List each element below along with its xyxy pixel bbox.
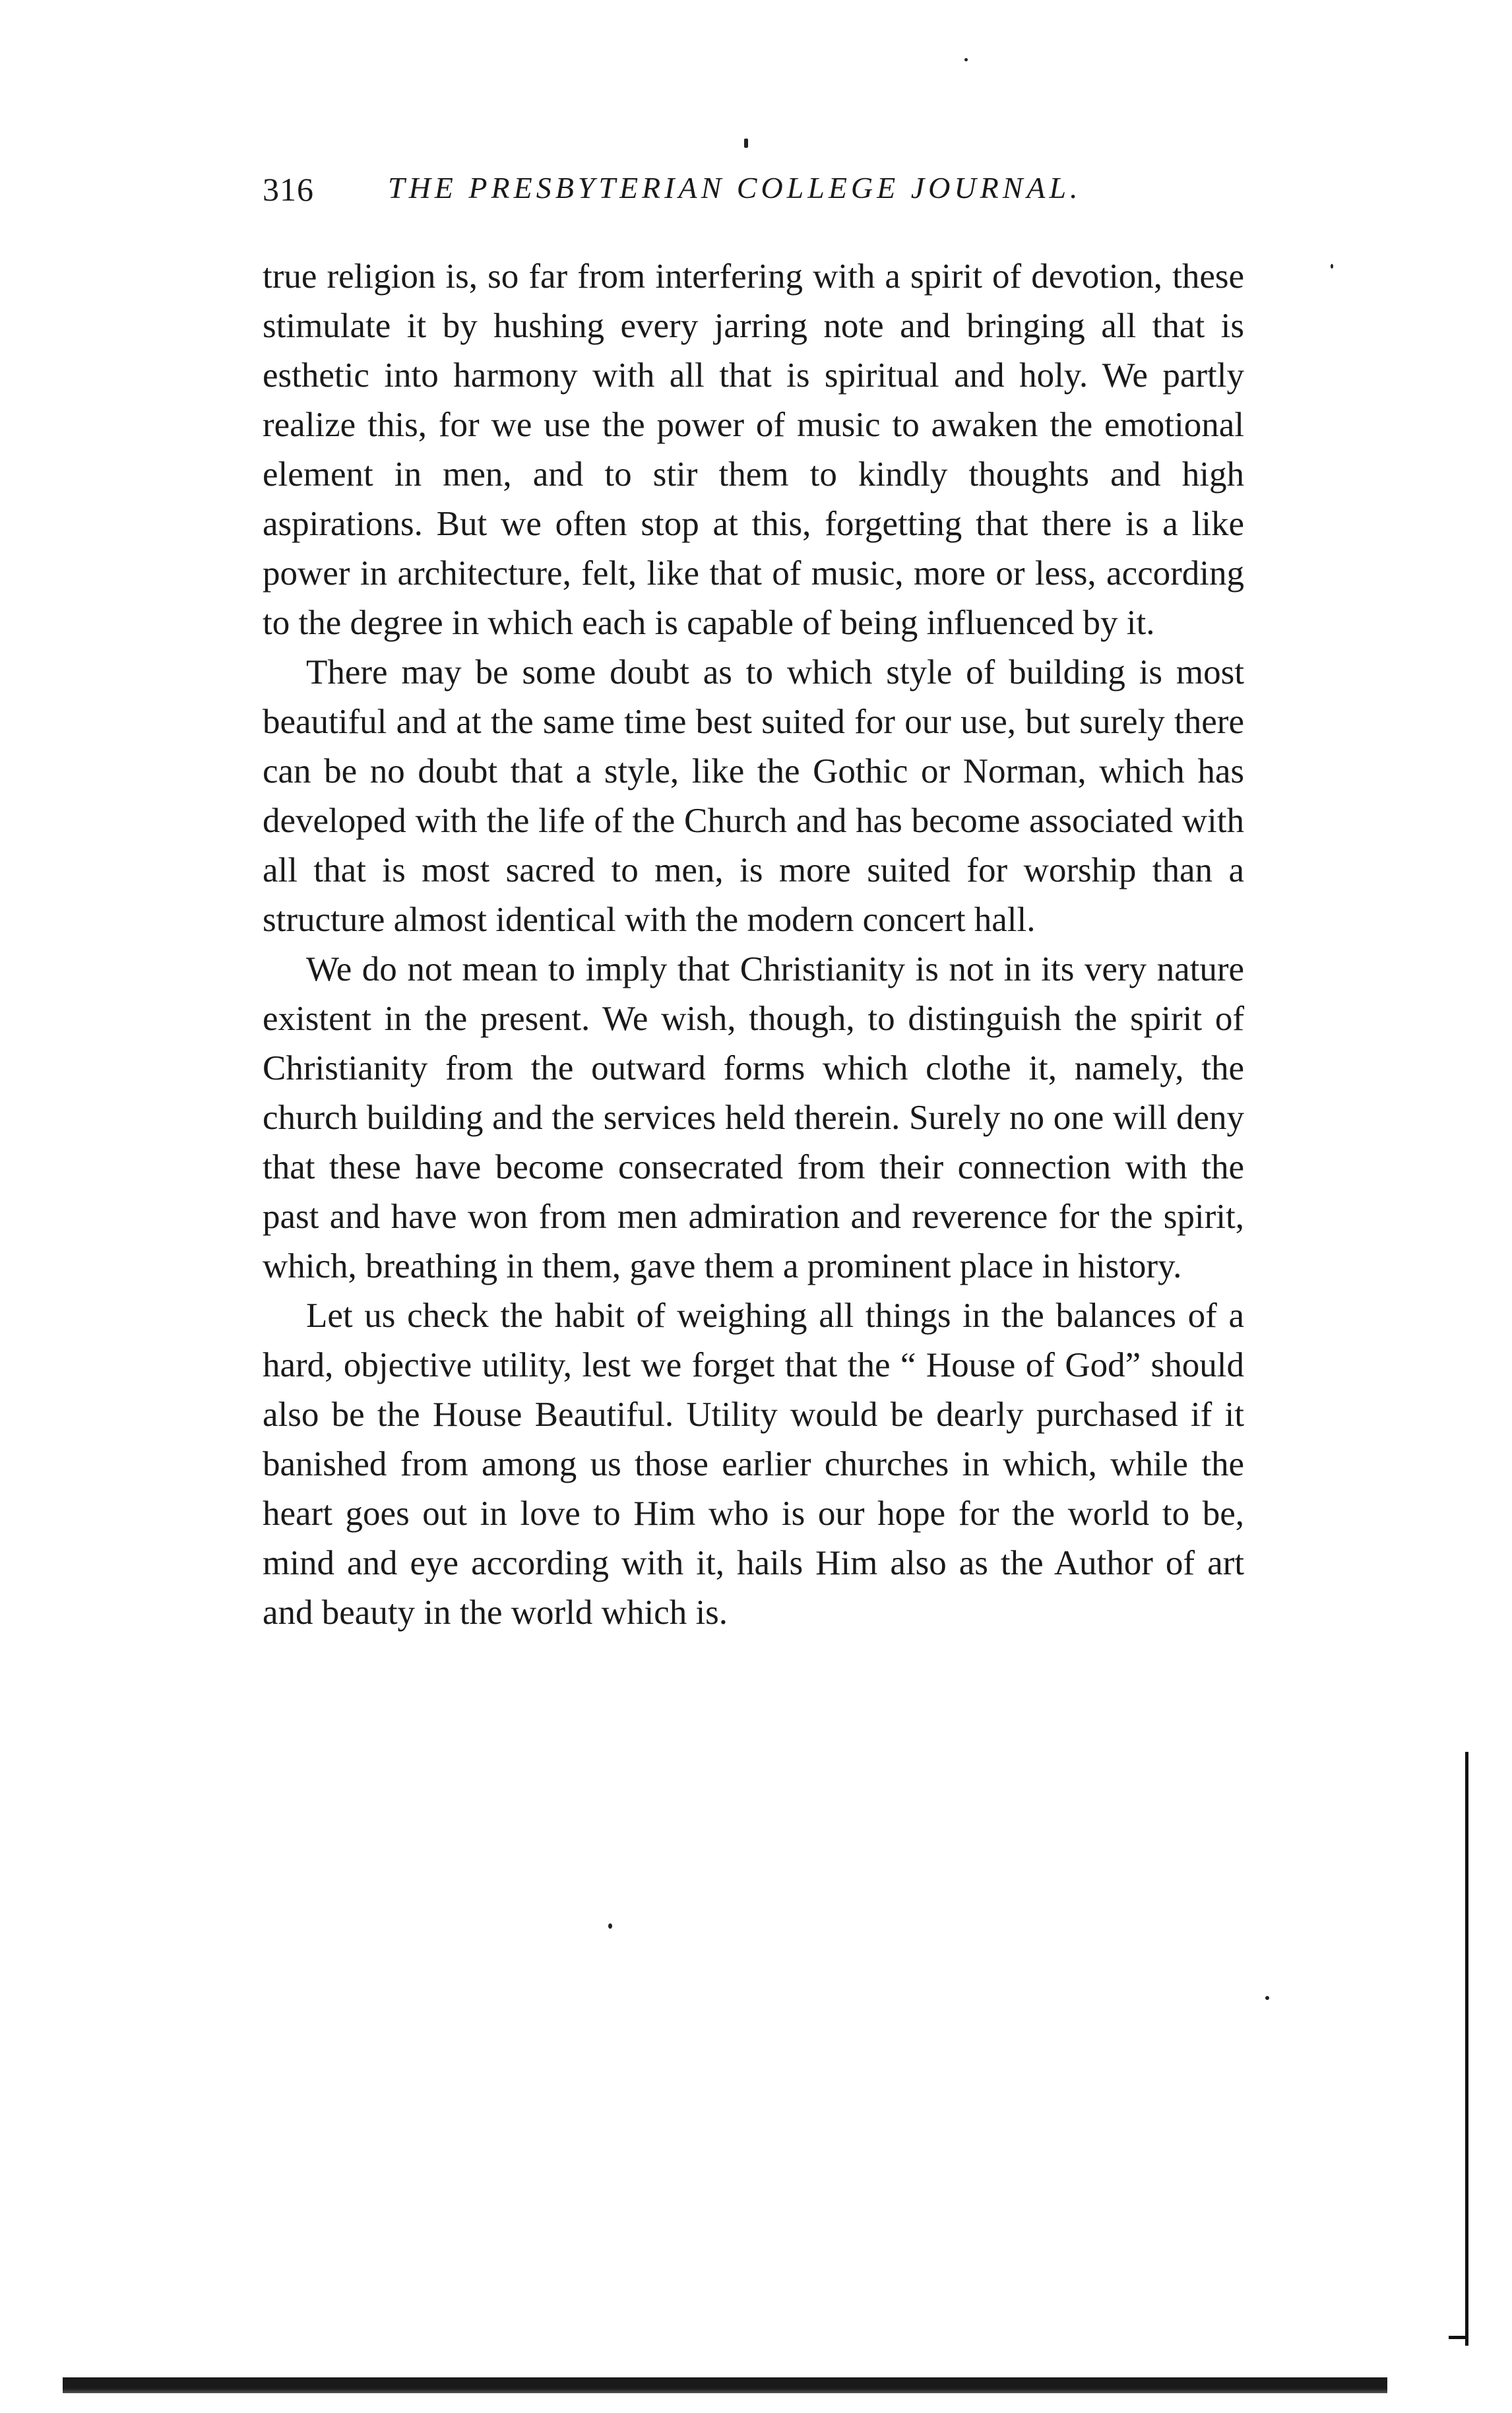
paragraph-2: There may be some doubt as to which style of building is most beautiful and at the same time best suited for our use, but surely there can be no doubt that a style, like the Gothic or Norman, which has developed with the life of the Church and has become associated with all that is most sacred to men, is more suited for worship than a structure almost identical with the modern concert hall. <box>263 653 1244 939</box>
scan-speck <box>744 139 748 148</box>
scan-speck <box>608 1923 612 1929</box>
scan-speck <box>964 58 968 61</box>
page-number: 316 <box>263 171 314 208</box>
article-body <box>263 252 1244 1638</box>
paragraph-3: We do not mean to imply that Christianity is not in its very nature existent in the present. We wish, though, to distinguish the spirit of Christianity from the outward forms which clothe it, namely, the church building and the services held therein. Surely no one will deny that these have become consecrated from their connection with the past and have won from men admiration and reverence for the spirit, which, breathing in them, gave them a prominent place in history. <box>263 950 1244 1285</box>
scan-speck <box>1265 1996 1269 2000</box>
paragraph-4: Let us check the habit of weighing all things in the balances of a hard, objective utility, lest we forget that the “ House of God” should also be the House Beautiful. Utility would be dearly purchased if it banished from among us those earlier churches in which, while the heart goes out in love to Him who is our hope for the world to be, mind and eye according with it, hails Him also as the Author of art and beauty in the world which is. <box>263 1297 1244 1632</box>
running-head: THE PRESBYTERIAN COLLEGE JOURNAL. <box>388 171 1082 205</box>
page-edge-foot <box>1449 2336 1468 2339</box>
scan-speck <box>1331 264 1333 269</box>
page-edge-line <box>1465 1752 1468 2346</box>
page-header <box>263 170 1252 223</box>
paragraph-1: true religion is, so far from interfering with a spirit of devotion, these stimulate it by hushing every jarring note and bringing all that is esthetic into harmony with all that is spiritual and holy. We partly realize this, for we use the power of music to awaken the emotional element in men, and to stir them to kindly thoughts and high aspirations. But we often stop at this, forgetting that there is a like power in architecture, felt, like that of music, more or less, according to the degree in which each is capable of being influenced by it. <box>263 257 1244 642</box>
bottom-binding-rule <box>63 2377 1387 2393</box>
